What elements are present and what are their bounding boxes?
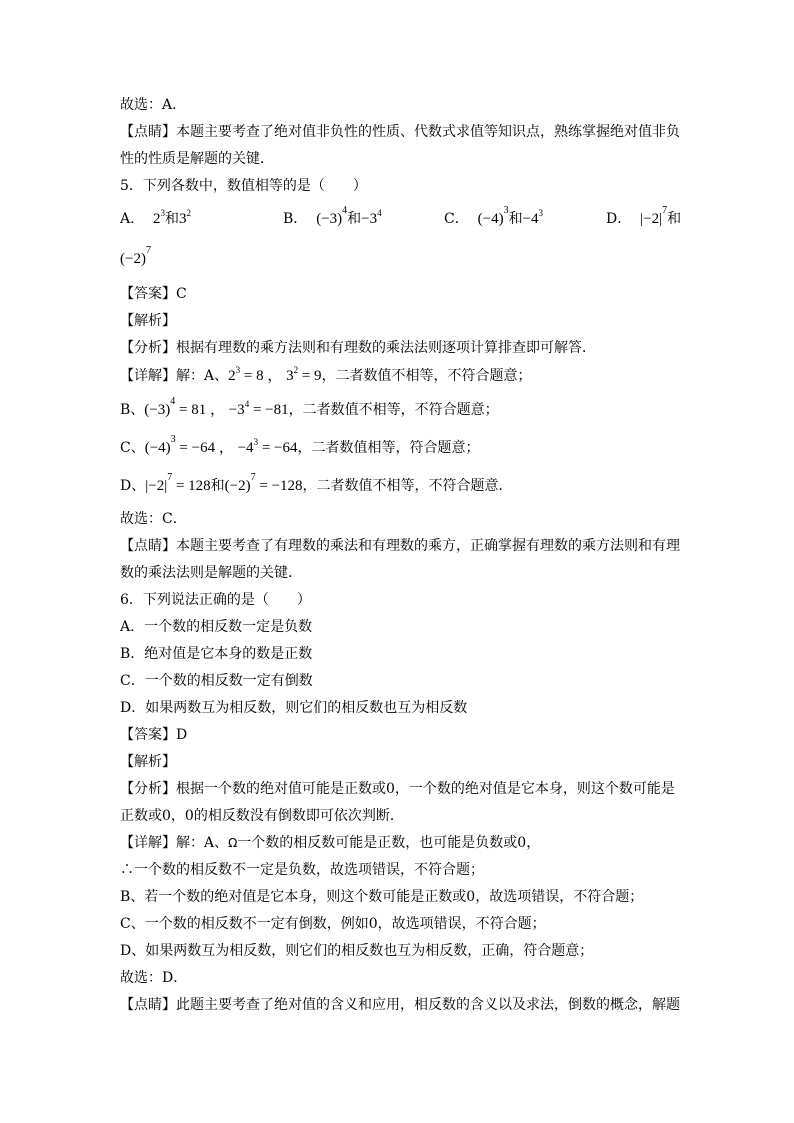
solution-tail: ，二者数值不相等，不符合题意； <box>321 368 532 384</box>
solution-tail: ，二者数值不相等，不符合题意． <box>302 478 513 494</box>
answer-choice-prev: 故选：A． <box>120 97 187 113</box>
math-exp: 7 <box>250 472 256 483</box>
solution-6-d: D、如果两数互为相反数，则它们的相反数也互为相反数，正确，符合题意； <box>120 943 594 959</box>
math-base: 3 <box>286 368 294 384</box>
math-base: −3 <box>228 402 245 418</box>
math-value: = 128 <box>172 478 211 494</box>
math-base: −4 <box>522 211 539 227</box>
math-value: = 8 ， <box>240 368 283 384</box>
math-exp: 4 <box>170 396 176 407</box>
solution-6-b: B、若一个数的绝对值是它本身，则这个数可能是正数或0，故选项错误，不符合题； <box>120 889 644 905</box>
analysis-heading-5: 【解析】 <box>120 313 176 329</box>
q5-option-d <box>606 207 681 231</box>
math-value: = −64 <box>258 440 298 456</box>
solution-prefix: 【详解】解：A、 <box>120 368 229 384</box>
answer-6: 【答案】D <box>120 727 188 743</box>
math-exp: 3 <box>235 365 241 375</box>
option-label: A． <box>120 211 145 227</box>
q6-option-a: A．一个数的相反数一定是负数 <box>120 619 313 635</box>
math-exp: 2 <box>186 208 192 218</box>
answer-5: 【答案】C <box>120 286 187 302</box>
analysis-heading-6: 【解析】 <box>120 754 176 770</box>
math-value: = 9 <box>298 368 322 384</box>
math-exp: 3 <box>160 208 166 218</box>
math-exp: 2 <box>293 365 299 375</box>
solution-prefix: 【详解】解：A、 <box>120 835 229 851</box>
math-base: 3 <box>179 211 187 227</box>
solution-prefix: C、 <box>120 440 145 456</box>
math-value: = −128 <box>255 478 303 494</box>
math-value: = 81 ， <box>175 402 225 418</box>
solution-tail: ，二者数值相等，符合题意； <box>297 440 480 456</box>
math-base: 2 <box>153 211 161 227</box>
answer-choice-5: 故选：C． <box>120 511 187 527</box>
comment-5-line1: 【点睛】本题主要考查了有理数的乘法和有理数的乘方，正确掌握有理数的乘方法则和有理 <box>120 538 680 554</box>
analysis-6-line1: 【分析】根据一个数的绝对值可能是正数或0，一个数的绝对值是它本身，则这个数可能是 <box>120 781 675 797</box>
solution-tail: ，二者数值不相等，不符合题意； <box>288 402 499 418</box>
math-exp: 7 <box>145 245 151 256</box>
math-base: (−4) <box>144 440 171 456</box>
math-exp: 7 <box>662 205 668 216</box>
math-exp: 3 <box>170 434 176 445</box>
solution-6-a <box>120 833 540 853</box>
math-base: (−4) <box>477 211 504 227</box>
solution-5-c <box>120 436 479 460</box>
solution-6-c: C、一个数的相反数不一定有倒数，例如0，故选项错误，不符合题； <box>120 916 546 932</box>
q6-option-b: B．绝对值是它本身的数是正数 <box>120 646 313 662</box>
comment-prev-line1: 【点睛】本题主要考查了绝对值非负性的性质、代数式求值等知识点，熟练掌握绝对值非负 <box>120 124 680 140</box>
math-base: |−2| <box>640 211 663 227</box>
math-exp: 4 <box>244 399 250 409</box>
comment-prev-line2: 性的性质是解题的关键． <box>120 151 274 167</box>
math-base: (−2) <box>120 251 146 267</box>
math-base: 2 <box>228 368 236 384</box>
question-5-title: 5．下列各数中，数值相等的是（ ） <box>120 178 367 194</box>
math-base: (−3) <box>144 402 171 418</box>
math-value: = −64 ， <box>175 440 234 456</box>
math-base: −3 <box>361 211 378 227</box>
solution-6-therefore: ∴一个数的相反数不一定是负数，故选项错误，不符合题； <box>120 862 484 878</box>
option-connector: 和 <box>165 211 180 227</box>
analysis-5: 【分析】根据有理数的乘方法则和有理数的乘法法则逐项计算排查即可解答． <box>120 340 596 356</box>
math-base: −4 <box>237 440 254 456</box>
solution-prefix: B、 <box>120 402 145 418</box>
question-6-title: 6．下列说法正确的是（ ） <box>120 592 311 608</box>
math-exp: 4 <box>342 205 348 216</box>
because-icon: Ω <box>228 836 238 850</box>
math-exp: 3 <box>253 437 259 447</box>
math-exp: 7 <box>167 472 173 483</box>
math-base: (−2) <box>224 478 251 494</box>
solution-5-b <box>120 398 499 422</box>
option-connector: 和 <box>667 211 682 227</box>
math-base: |−2| <box>145 478 168 494</box>
q5-option-c <box>444 207 543 231</box>
q6-option-c: C．一个数的相反数一定有倒数 <box>120 673 313 689</box>
solution-tail: 一个数的相反数可能是正数，也可能是负数或0， <box>237 835 541 851</box>
solution-prefix: D、 <box>120 478 146 494</box>
math-exp: 4 <box>377 208 382 218</box>
math-exp: 3 <box>538 208 544 218</box>
analysis-6-line2: 正数或0，0的相反数没有倒数即可依次判断． <box>120 808 404 824</box>
q5-option-b <box>283 207 382 231</box>
solution-connector: 和 <box>210 478 225 494</box>
math-base: (−3) <box>316 211 343 227</box>
option-label: D． <box>606 211 632 227</box>
option-connector: 和 <box>347 211 362 227</box>
comment-5-line2: 数的乘法法则是解题的关键． <box>120 565 302 581</box>
solution-5-d <box>120 474 513 498</box>
option-connector: 和 <box>508 211 523 227</box>
answer-choice-6: 故选：D． <box>120 970 188 986</box>
math-exp: 3 <box>503 205 509 216</box>
comment-6-line1: 【点睛】此题主要考查了绝对值的含义和应用，相反数的含义以及求法，倒数的概念，解题 <box>120 997 680 1013</box>
solution-5-a <box>120 364 532 388</box>
option-label: B． <box>283 211 308 227</box>
q5-option-d-continued <box>120 247 151 271</box>
math-value: = −81 <box>249 402 289 418</box>
q6-option-d: D．如果两数互为相反数，则它们的相反数也互为相反数 <box>120 700 468 716</box>
q5-option-a <box>120 207 191 231</box>
option-label: C． <box>444 211 469 227</box>
